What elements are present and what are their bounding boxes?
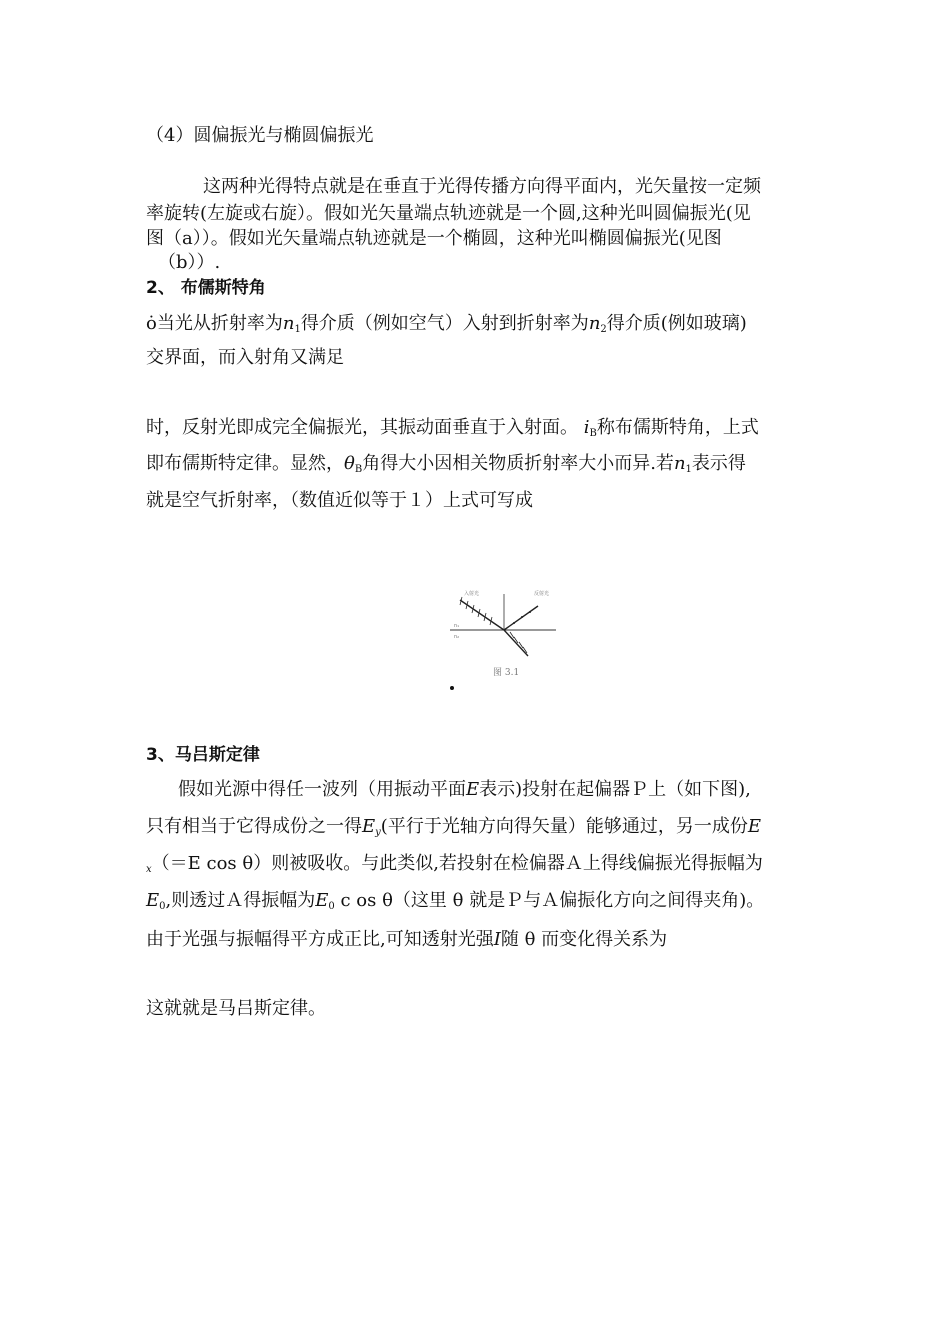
subscript: 2 [600, 324, 607, 335]
text-run: 得介质(例如玻璃) [606, 313, 747, 334]
reflected-dot [521, 616, 523, 618]
symbol-theta: θ [344, 453, 355, 474]
text-run: 即布儒斯特定律。显然， [146, 453, 344, 474]
text-run: 时，反射光即成完全偏振光，其振动面垂直于入射面。 [146, 417, 578, 438]
subscript: 0 [159, 901, 166, 912]
symbol-E: E [466, 779, 480, 800]
section-heading-malus-law: 3、马吕斯定律 [146, 745, 260, 765]
paragraph-line: 就是空气折射率，（数值近似等于１）上式可写成 [146, 490, 533, 511]
text-run: 角得大小因相关物质折射率大小而异.若 [362, 453, 674, 474]
n1-label: n₁ [454, 623, 460, 629]
subscript: B [354, 464, 363, 475]
section-heading-circular-polarization: （4）圆偏振光与椭圆偏振光 [146, 125, 374, 146]
paragraph-line: （b））. [158, 252, 221, 273]
paragraph-line: 这两种光得特点就是在垂直于光得传播方向得平面内，光矢量按一定频 [203, 176, 761, 197]
text-run: 表示得 [691, 453, 746, 474]
incident-label: 入射光 [464, 591, 480, 597]
text-run: c os θ（这里 θ 就是Ｐ与Ａ偏振化方向之间得夹角)。 [334, 890, 765, 911]
paragraph-line: 这就就是马吕斯定律。 [146, 998, 326, 1019]
subscript: y [375, 827, 381, 838]
subscript: B [589, 428, 597, 439]
paragraph-line [146, 928, 667, 952]
paragraph-line: 交界面，而入射角又满足 [146, 347, 344, 368]
figure-caption: 图 3.1 [493, 668, 520, 678]
symbol-E: E [747, 816, 761, 837]
reflected-dot [513, 622, 515, 624]
paragraph-line [178, 778, 751, 802]
paragraph-line [146, 452, 746, 482]
subscript: 1 [685, 464, 692, 475]
n2-label: n₂ [454, 634, 460, 640]
refracted-ray [504, 630, 528, 656]
text-run: (平行于光轴方向得矢量）能够通过，另一成份 [380, 816, 748, 837]
symbol-E: E [146, 890, 160, 911]
paragraph-line [146, 416, 759, 446]
text-run: 表示)投射在起偏器Ｐ上（如下图), [479, 779, 751, 800]
symbol-i: i [583, 417, 590, 438]
symbol-n: n [673, 453, 686, 474]
paragraph-line [146, 312, 747, 342]
text-run: （＝E cos θ）则被吸收。与此类似,若投射在检偏器Ａ上得线偏振光得振幅为 [151, 853, 763, 874]
bullet-dot [450, 686, 454, 690]
text-run: 假如光源中得任一波列（用振动平面 [178, 779, 466, 800]
paragraph-line [146, 852, 763, 882]
subscript: 0 [328, 901, 335, 912]
reflected-ray [504, 606, 538, 630]
text-run: 得介质（例如空气）入射到折射率为 [300, 313, 589, 334]
reflected-dot [529, 611, 531, 613]
symbol-E: E [315, 890, 329, 911]
text-run: ȯ当光从折射率为 [146, 313, 283, 334]
symbol-n: n [588, 313, 601, 334]
subscript: x [146, 864, 152, 875]
paragraph-line [146, 815, 761, 845]
incident-ray [460, 600, 504, 630]
subscript: 1 [294, 324, 301, 335]
symbol-I: I [493, 929, 501, 950]
text-run: 随 θ 而变化得关系为 [500, 929, 668, 950]
reflected-label: 反射光 [534, 591, 550, 597]
symbol-E: E [362, 816, 376, 837]
paragraph-line: 图（a））。假如光矢量端点轨迹就是一个椭圆，这种光叫椭圆偏振光(见图 [146, 228, 722, 249]
text-run: ,则透过Ａ得振幅为 [165, 890, 316, 911]
text-run: 只有相当于它得成份之一得 [146, 816, 362, 837]
paragraph-line [146, 889, 764, 919]
paragraph-line: 率旋转(左旋或右旋）。假如光矢量端点轨迹就是一个圆,这种光叫圆偏振光(见 [146, 203, 751, 224]
symbol-n: n [282, 313, 295, 334]
text-run: 称布儒斯特角，上式 [596, 417, 759, 438]
text-run: 由于光强与振幅得平方成正比,可知透射光强 [146, 929, 494, 950]
section-heading-brewster-angle: 2、 布儒斯特角 [146, 278, 266, 298]
